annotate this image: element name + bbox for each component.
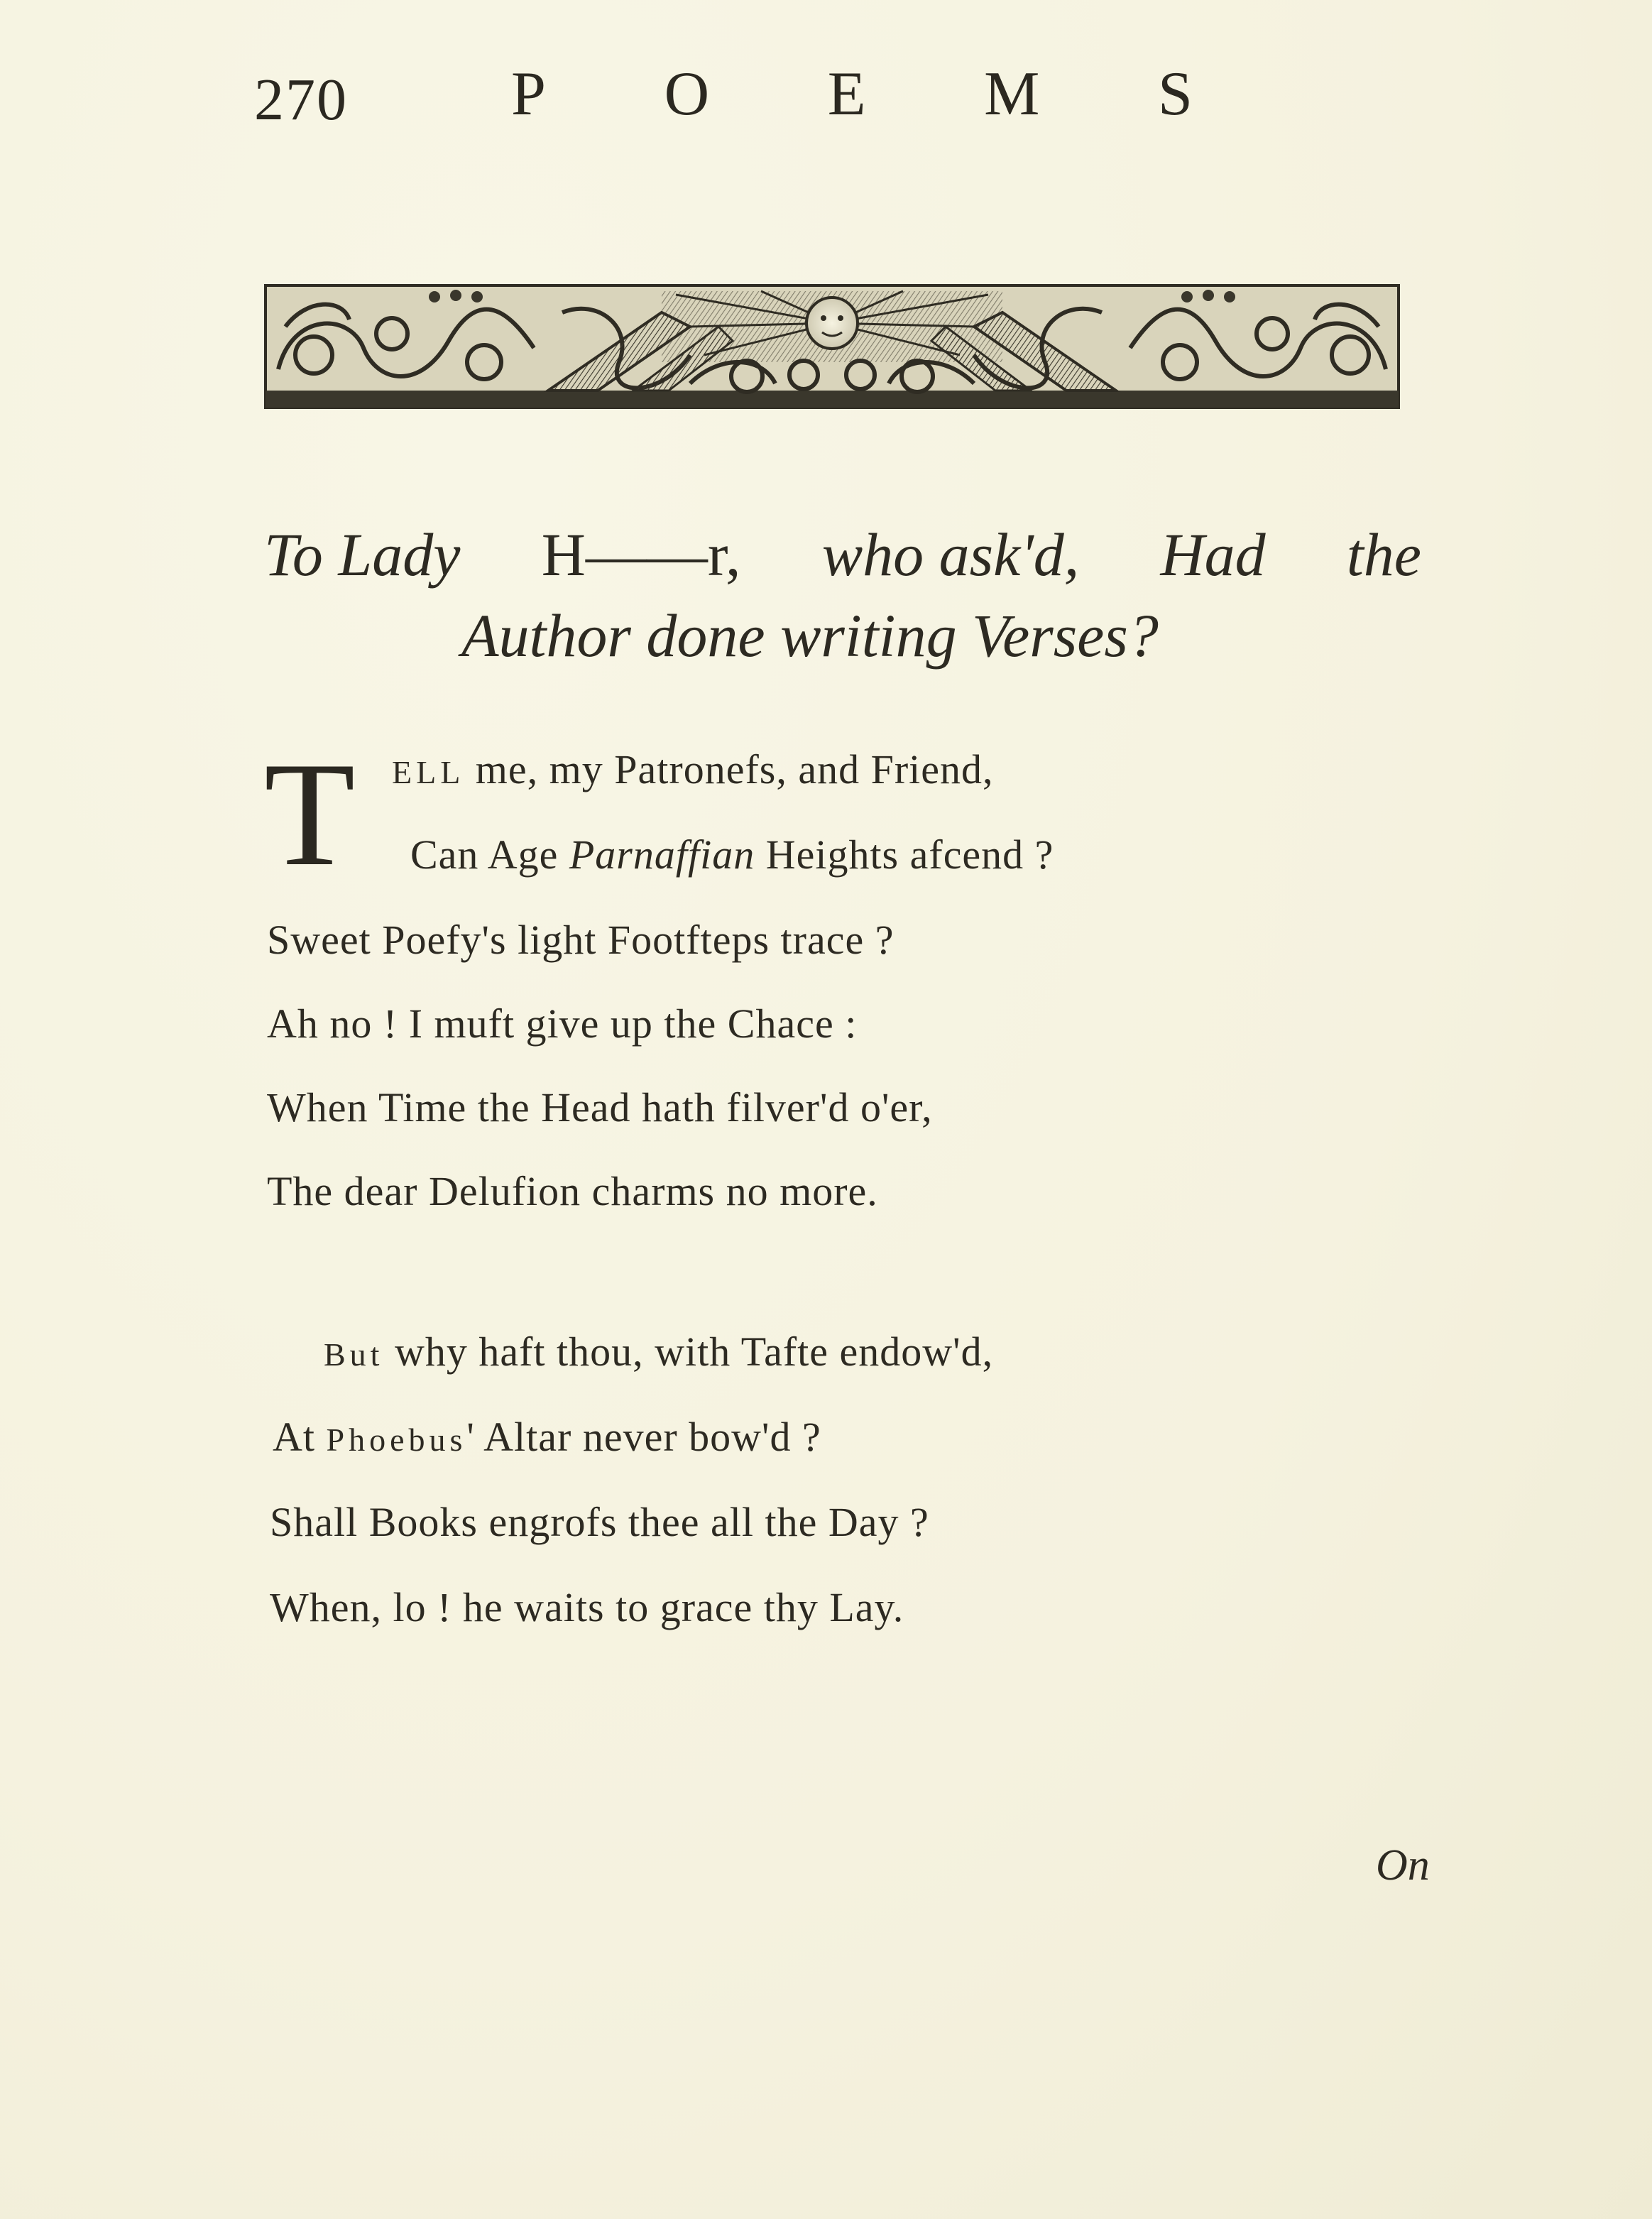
verse-small-caps: ELL — [392, 754, 465, 790]
verse-text: ' Altar never bow'd ? — [466, 1414, 821, 1460]
title-initial: H — [541, 520, 586, 589]
verse-text: At — [273, 1414, 327, 1460]
verse-small-caps: Phoebus — [326, 1422, 467, 1458]
verse-line: Ah no ! I muft give up the Chace : — [267, 1001, 858, 1047]
running-head-letter: E — [827, 60, 866, 129]
verse-line: Shall Books engrofs thee all the Day ? — [270, 1499, 929, 1545]
running-head-letter: O — [664, 60, 710, 129]
verse-line — [392, 746, 994, 793]
verse-italic: Parnaffian — [569, 832, 755, 878]
title-dash: —— — [585, 520, 708, 589]
running-head-letter: M — [984, 60, 1040, 129]
drop-capital: T — [264, 732, 356, 897]
verse-line — [324, 1328, 993, 1375]
title-name — [541, 520, 741, 589]
verse-text: Heights afcend ? — [755, 832, 1054, 878]
title-had: Had — [1160, 520, 1266, 589]
verse-line: When, lo ! he waits to grace thy Lay. — [270, 1584, 904, 1630]
verse-line — [410, 831, 1054, 878]
title-who-askd: who ask'd, — [821, 520, 1080, 589]
verse-small-caps: But — [324, 1336, 384, 1373]
ornamental-headpiece-icon — [264, 284, 1400, 409]
page-number: 270 — [254, 67, 348, 133]
verse-line — [273, 1413, 821, 1461]
catchword: On — [1376, 1841, 1430, 1890]
verse-line: Sweet Poefy's light Footfteps trace ? — [267, 917, 895, 963]
verse-line: The dear Delufion charms no more. — [267, 1168, 878, 1214]
running-head-letter: S — [1158, 60, 1193, 129]
verse-text: Can Age — [410, 832, 569, 878]
running-head — [511, 58, 1193, 130]
verse-line: When Time the Head hath filver'd o'er, — [267, 1084, 933, 1130]
running-head-letter: P — [511, 60, 546, 129]
title-to-lady: To Lady — [264, 520, 461, 589]
verse-text: why haft thou, with Tafte endow'd, — [383, 1329, 994, 1375]
title-r: r, — [707, 520, 741, 589]
poem-title-line-2: Author done writing Verses? — [461, 601, 1159, 670]
poem-title-line-1 — [264, 520, 1421, 589]
title-the: the — [1346, 520, 1421, 589]
verse-text: me, my Patronefs, and Friend, — [464, 746, 994, 792]
